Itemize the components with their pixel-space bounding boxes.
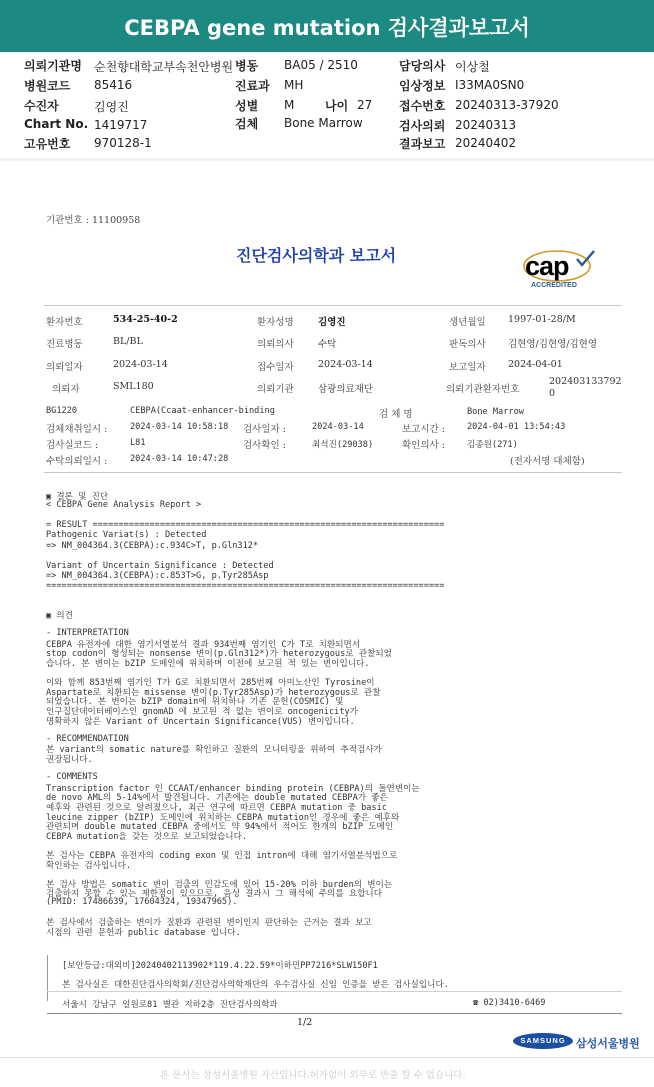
report-line: 권장됩니다. — [46, 755, 93, 765]
header-label: 병원코드 — [24, 79, 71, 93]
header-value: 20240313 — [455, 118, 517, 132]
label-patient-no: 환자번호 — [46, 317, 83, 328]
page-number: 1/2 — [297, 1017, 313, 1028]
header-info — [0, 52, 654, 154]
label-room: 검사실코드 : — [46, 440, 99, 451]
report-document — [0, 160, 654, 1087]
report-line: 본 검사에서 검출하는 변이가 질환과 관련된 변이인지 판단하는 근거는 결과 보고 — [46, 918, 372, 929]
report-time: 2024-04-01 13:54:43 — [467, 422, 566, 432]
label-confirm: 검사확인 : — [243, 440, 286, 451]
specimen: Bone Marrow — [467, 407, 524, 417]
report-line: 예후와 관련된 것으로 알려졌으나, 최근 연구에 따르면 CEBPA mutation 중 basic — [46, 803, 387, 813]
report-line: 이와 함께 853번째 염기인 T가 G로 치환되면서 285번째 아미노산인 Tyrosine이 — [46, 678, 375, 689]
report-line: 본 variant의 somatic nature를 확인하고 질환의 모니터링을 위하여 추적검사가 — [46, 745, 382, 756]
report-line: 인구집단데이터베이스인 gnomAD 에 보고된 적 없는 변이로 oncogenicity가 — [46, 707, 358, 717]
label-dob: 생년월일 — [449, 317, 486, 328]
report-line: - RECOMMENDATION — [46, 733, 129, 744]
confirm: 최석진(29038) — [312, 440, 374, 450]
report-line: (PMID: 17486639, 17604324, 19347965). — [46, 897, 238, 907]
label-report-time: 보고시간 : — [402, 424, 445, 435]
inst-pt-no: 202403133792 — [549, 376, 622, 387]
header-label: 의뢰기관명 — [24, 59, 82, 73]
header-label: 담당의사 — [399, 59, 446, 73]
label-patient-name: 환자성명 — [257, 317, 294, 328]
report-line: - COMMENTS — [46, 772, 98, 783]
room: L81 — [130, 438, 146, 448]
header-value: I33MA0SN0 — [455, 78, 525, 92]
header-label: 병동 — [235, 59, 259, 73]
report-line: de novo AML의 5-14%에서 발견됩니다. 기존에는 double mutated CEBPA가 좋은 — [46, 793, 388, 804]
header-label: 고유번호 — [24, 137, 71, 151]
report-line: => NM_004364.3(CEBPA):c.853T>G, p.Tyr285Asp — [46, 570, 269, 581]
report-line: Variant of Uncertain Significance : Detected — [46, 560, 274, 571]
requester: SML180 — [113, 381, 154, 392]
lab-phone: ☎ 02)3410-6469 — [473, 998, 546, 1008]
report-line: 확인하는 검사입니다. — [46, 860, 132, 871]
header-value: 970128-1 — [94, 136, 152, 150]
cap-logo-text: cap — [525, 251, 569, 281]
collect-time: 2024-03-14 10:58:18 — [130, 422, 229, 432]
label-recv-date: 접수일자 — [257, 362, 294, 373]
report-line: 본 검사는 CEBPA 유전자의 coding exon 및 인접 intron에 대해 염기서열분석법으로 — [46, 851, 398, 861]
header-label: Chart No. — [24, 117, 89, 131]
dob: 1997-01-28/M — [508, 314, 576, 325]
report-line: CEBPA 유전자에 대한 염기서열분석 결과 934번째 염기인 C가 T로 치환되면서 — [46, 639, 361, 650]
header-value: 20240402 — [455, 136, 517, 150]
samsung-logo: SAMSUNG — [513, 1033, 573, 1049]
report-banner — [0, 0, 654, 52]
header-value: 이상철 — [455, 60, 490, 74]
label-requester: 의뢰자 — [52, 384, 80, 395]
esign-note: (전자서명 대체함) — [510, 456, 585, 467]
report-line: ============================================================================= — [46, 580, 445, 591]
label-req-date: 의뢰일자 — [46, 362, 83, 373]
header-label: 검체 — [235, 117, 259, 131]
report-line: Aspartate로 치환되는 missense 변이(p.Tyr285Asp)가 heterozygous로 관찰 — [46, 687, 381, 698]
inst: 삼광의료재단 — [318, 384, 374, 395]
header-label: 결과보고 — [399, 137, 446, 151]
report-line: 되었습니다. 본 변이는 bZIP domain에 위치하나 기존 문헌(COSMIC) 및 — [46, 697, 344, 708]
report-line: CEBPA mutation을 갖는 것으로 보고되었습니다. — [46, 831, 248, 842]
label-collect: 검체채취일시 : — [46, 424, 108, 435]
doctor: 수탁 — [318, 339, 337, 350]
patient-no: 534-25-40-2 — [113, 314, 178, 325]
report-line: 관련되며 double mutated CEBPA 중에서도 약 94%에서 적어도 한개의 bZIP 도메인 — [46, 822, 394, 833]
header-label: 임상정보 — [399, 79, 446, 93]
label-report-date: 보고일자 — [449, 362, 486, 373]
recv-date: 2024-03-14 — [318, 359, 373, 370]
patient-name: 김영진 — [318, 317, 346, 328]
label-doctor: 의뢰의사 — [257, 339, 294, 350]
reader: 김현영/김현영/김현영 — [508, 339, 597, 350]
copyright-notice: 본 문서는 삼성서울병원 자산입니다.허가없이 외부로 반출 할 수 없습니다. — [160, 1070, 466, 1081]
header-value: Bone Marrow — [284, 116, 363, 130]
header-value: 김영진 — [94, 100, 129, 114]
report-line: stop codon이 형성되는 nonsense 변이(p.Gln312*)가 heterozygous로 관찰되었 — [46, 649, 392, 660]
label-ward: 진료병동 — [46, 339, 83, 350]
label-inst: 의뢰기관 — [257, 384, 294, 395]
consign-time: 2024-03-14 10:47:28 — [130, 454, 229, 464]
header-label: 진료과 — [235, 79, 270, 93]
ward: BL/BL — [113, 336, 143, 347]
header-value: 20240313-37920 — [455, 98, 559, 112]
report-line: 본 검사 방법은 somatic 변이 검출의 민감도에 있어 15-20% 이하 burden의 변이는 — [46, 879, 393, 890]
report-line: Pathogenic Variat(s) : Detected — [46, 530, 207, 541]
header-value: MH — [284, 78, 304, 92]
label-test-date: 검사일자 : — [243, 424, 286, 435]
label-consign: 수탁의뢰일시 : — [46, 456, 108, 467]
report-line: 시점의 관련 문헌과 public database 입니다. — [46, 927, 241, 938]
label-inst-pt: 의뢰기관환자번호 — [446, 384, 520, 395]
report-date: 2024-04-01 — [508, 359, 563, 370]
report-line: Transcription factor 인 CCAAT/enhancer binding protein (CEBPA)의 돌연변이는 — [46, 783, 420, 794]
institution-number: 기관번호 : 11100958 — [46, 215, 141, 226]
cap-logo-sub: ACCREDITED — [531, 282, 577, 289]
label-reader: 판독의사 — [449, 339, 486, 350]
header-label: 접수번호 — [399, 99, 446, 113]
report-line: 명확하지 않은 Variant of Uncertain Significance(VUS) 변이입니다. — [46, 716, 355, 727]
header-label: 검사의뢰 — [399, 119, 446, 133]
cap-accredited-logo — [519, 246, 603, 290]
certification-line: 본 검사실은 대한진단검사의학회/진단검사의학재단의 우수검사실 신임 인증을 받은 검사실입니다. — [62, 980, 449, 990]
hospital-logo-text: 삼성서울병원 — [576, 1037, 640, 1050]
header-label: 성별 — [235, 99, 259, 113]
label-specimen: 검 체 명 — [379, 409, 413, 420]
header-value: 1419717 — [94, 118, 148, 132]
header-value: BA05 / 2510 — [284, 58, 358, 72]
report-line: => NM_004364.3(CEBPA):c.934C>T, p.Gln312* — [46, 540, 259, 551]
header-value: 순천향대학교부속천안병원 — [94, 60, 234, 74]
banner-title: CEBPA gene mutation 검사결과보고서 — [124, 16, 530, 40]
test-date: 2024-03-14 — [312, 422, 364, 432]
report-line: leucine zipper (bZIP) 도메인에 위치하는 CEBPA mutation인 경우에 좋은 예후와 — [46, 812, 400, 823]
inst-pt-no-tail: 0 — [549, 388, 556, 399]
report-line: = RESULT ==================================================================== — [46, 520, 445, 531]
confirm-doc: 김종원(271) — [467, 440, 518, 450]
header-value-age: 27 — [357, 98, 373, 112]
label-confirm-doc: 확인의사 : — [402, 440, 445, 451]
test-code: BG1220 — [46, 406, 78, 416]
report-line: 습니다. 본 변이는 bZIP 도메인에 위치하며 이전에 보고된 적 있는 변이입니다. — [46, 659, 370, 669]
report-line: ▣ 결론 및 진단 — [46, 492, 109, 502]
report-line: 검출하지 못할 수 있는 제한점이 있으므로, 음성 결과시 그 해석에 주의를 요합니다 — [46, 889, 383, 900]
lab-address: 서울시 강남구 일원로81 별관 지하2층 진단검사의학과 — [62, 1000, 278, 1010]
report-line: ▣ 의견 — [46, 611, 73, 621]
report-line: - INTERPRETATION — [46, 628, 129, 639]
report-line: < CEBPA Gene Analysis Report > — [46, 500, 202, 511]
security-line: [보안등급:대외비]20240402113902*119.4.22.59*이하민PP7216*SLW150F1 — [62, 961, 378, 971]
header-value: 85416 — [94, 78, 133, 92]
req-date: 2024-03-14 — [113, 359, 168, 370]
report-title: 진단검사의학과 보고서 — [236, 246, 397, 265]
header-value: M — [284, 98, 295, 112]
test-name: CEBPA(Ccaat-enhancer-binding — [130, 406, 275, 416]
header-label-age: 나이 — [325, 99, 349, 113]
header-label: 수진자 — [24, 99, 59, 113]
